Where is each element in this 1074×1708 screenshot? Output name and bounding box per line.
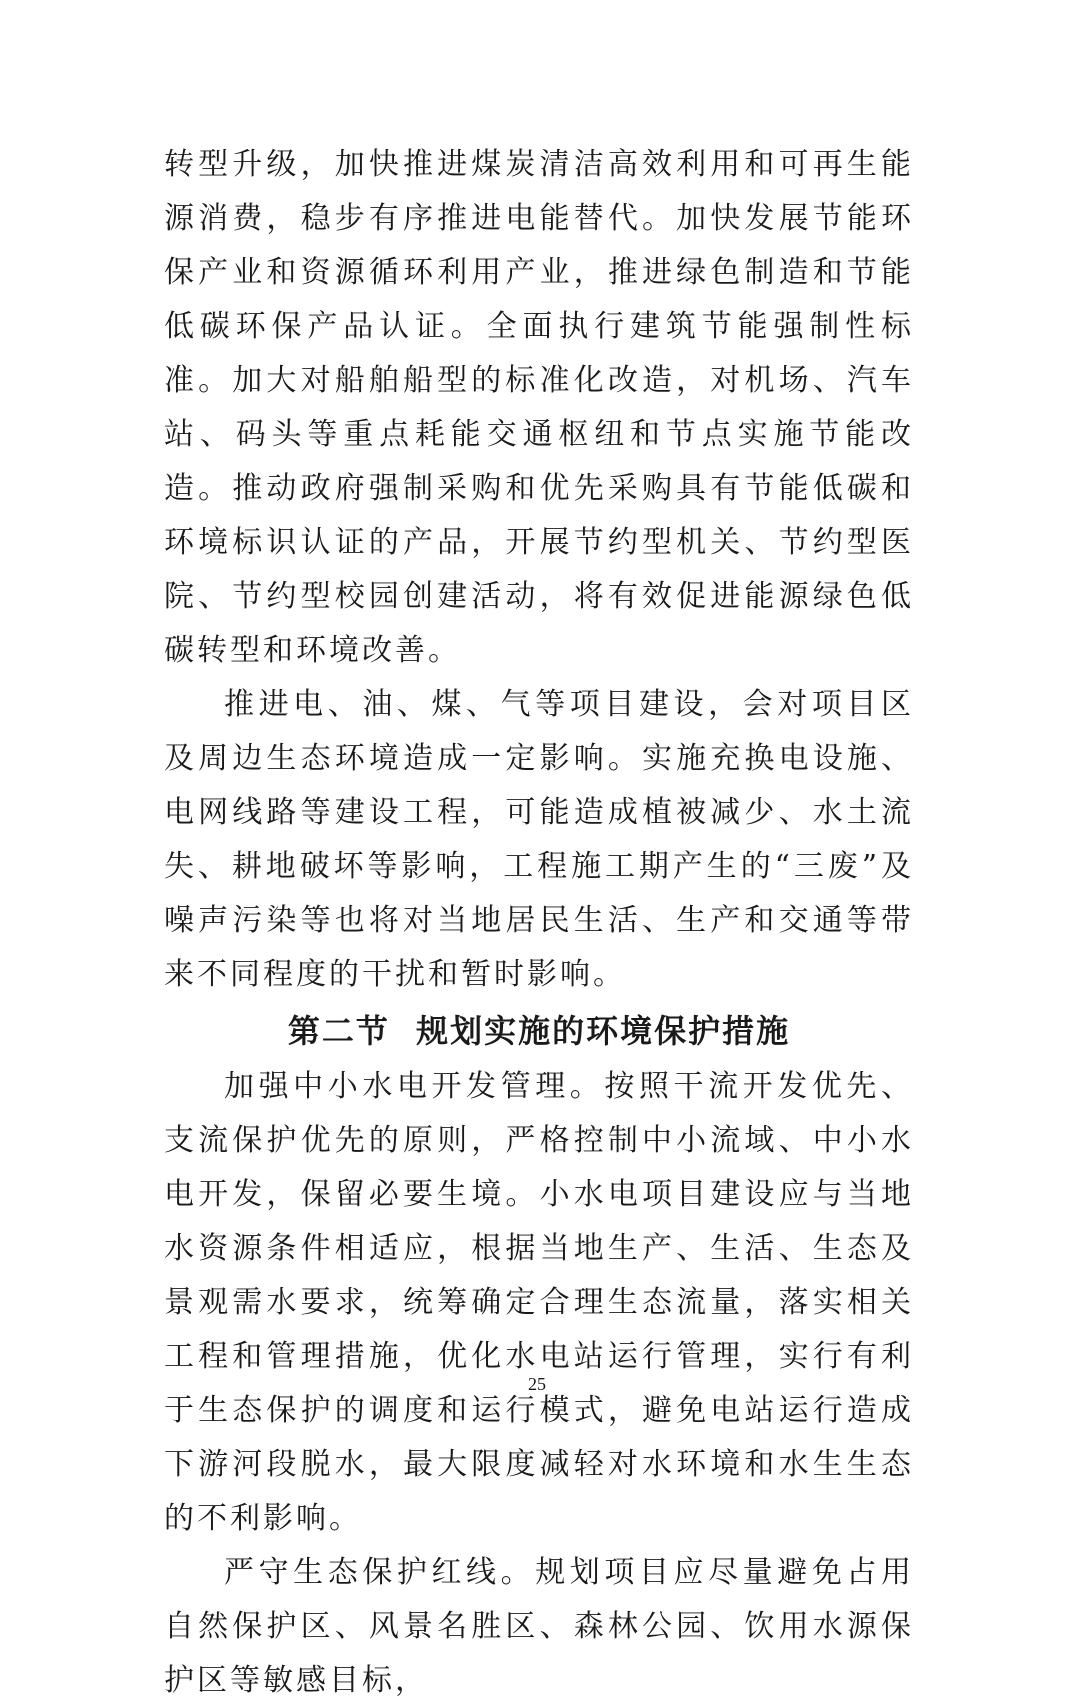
paragraph-ecological-redline: 严守生态保护红线。规划项目应尽量避免占用自然保护区、风景名胜区、森林公园、饮用水源保护区等敏感目标，: [164, 1555, 914, 1698]
section-heading: 第二节 规划实施的环境保护措施: [287, 1012, 791, 1050]
body-text: [164, 138, 914, 1708]
paragraph-hydropower-management: 加强中小水电开发管理。按照干流开发优先、支流保护优先的原则，严格控制中小流域、中小水电开发，保留必要生境。小水电项目建设应与当地水资源条件相适应，根据当地生产、生活、生态及景观需水要求，统筹确定合理生态流量，落实相关工程和管理措施，优化水电站运行管理，实行有利于生态保护的调度和运行模式，避免电站运行造成下游河段脱水，最大限度减轻对水环境和水生生态的不利影响。: [164, 1069, 914, 1536]
paragraph-energy-transition: 转型升级，加快推进煤炭清洁高效利用和可再生能源消费，稳步有序推进电能替代。加快发展节能环保产业和资源循环利用产业，推进绿色制造和节能低碳环保产品认证。全面执行建筑节能强制性标准。加大对船舶船型的标准化改造，对机场、汽车站、码头等重点耗能交通枢纽和节点实施节能改造。推动政府强制采购和优先采购具有节能低碳和环境标识认证的产品，开展节约型机关、节约型医院、节约型校园创建活动，将有效促进能源绿色低碳转型和环境改善。: [164, 147, 914, 668]
paragraph-construction-impact: 推进电、油、煤、气等项目建设，会对项目区及周边生态环境造成一定影响。实施充换电设施、电网线路等建设工程，可能造成植被减少、水土流失、耕地破坏等影响，工程施工期产生的“三废”及噪声污染等也将对当地居民生活、生产和交通等带来不同程度的干扰和暂时影响。: [164, 687, 914, 992]
page-number: 25: [528, 1374, 546, 1394]
